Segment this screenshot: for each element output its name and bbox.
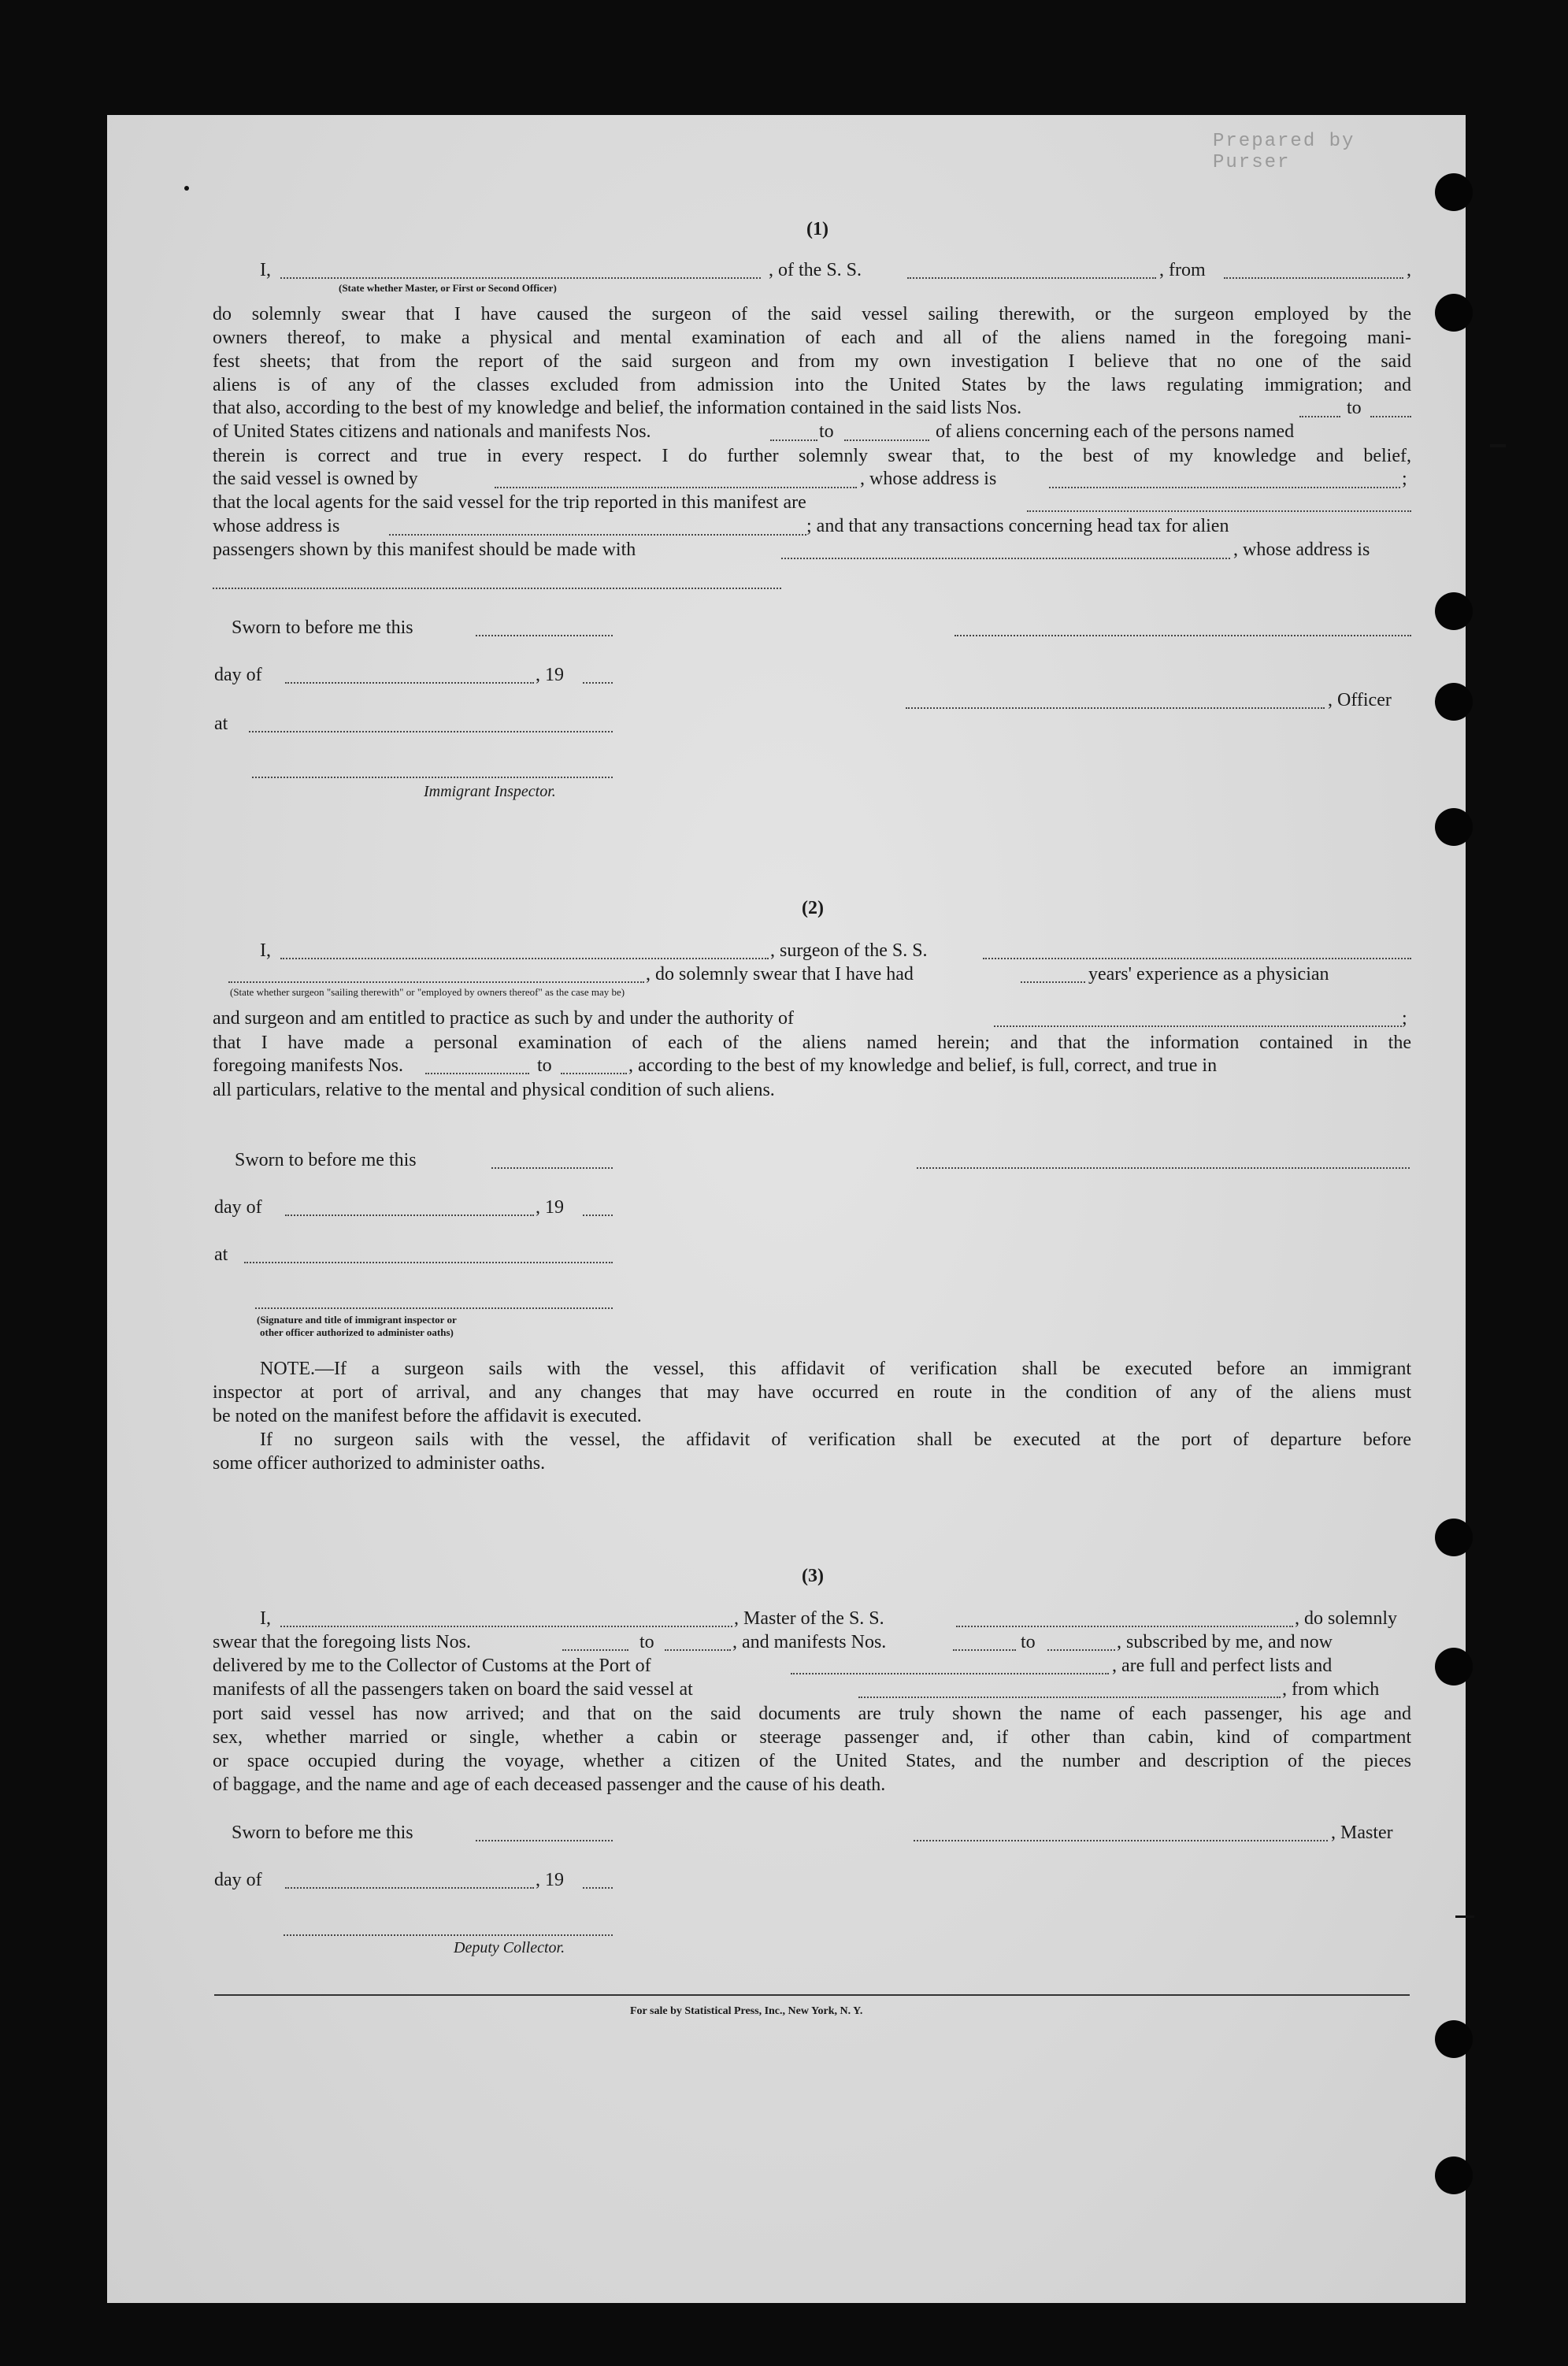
s1-text-6b: to bbox=[819, 421, 834, 442]
s1-text-4: aliens is of any of the classes excluded from admission into the United States by the laws regulating immigration; and bbox=[213, 375, 1411, 395]
s1-agents-blank[interactable] bbox=[1027, 510, 1411, 512]
s1-manifest-to-blank[interactable] bbox=[844, 439, 929, 441]
s3-text-2a: swear that the foregoing lists Nos. bbox=[213, 1632, 471, 1652]
s1-text-6a: of United States citizens and nationals and manifests Nos. bbox=[213, 421, 651, 442]
s1-year: , 19 bbox=[536, 665, 564, 685]
s1-from: , from bbox=[1159, 260, 1206, 280]
s1-i: I, bbox=[260, 260, 271, 280]
s2-manifest-to-blank[interactable] bbox=[561, 1073, 627, 1074]
s3-sworn: Sworn to before me this bbox=[232, 1823, 413, 1843]
s2-day-of: day of bbox=[214, 1197, 262, 1218]
s1-lists-to-blank[interactable] bbox=[1370, 416, 1411, 417]
s1-sworn: Sworn to before me this bbox=[232, 617, 413, 638]
s1-agent-address-blank[interactable] bbox=[389, 534, 806, 536]
s3-text-2b: to bbox=[639, 1632, 654, 1652]
s2-at-blank[interactable] bbox=[244, 1262, 613, 1263]
punch-hole bbox=[1435, 173, 1473, 211]
s1-sworn-blank[interactable] bbox=[476, 635, 613, 636]
s3-master-label: , Master bbox=[1331, 1823, 1393, 1843]
s2-surgeon-signature[interactable] bbox=[917, 1167, 1410, 1169]
s3-name-blank[interactable] bbox=[280, 1626, 732, 1627]
s2-i: I, bbox=[260, 940, 271, 961]
s2-note-2: inspector at port of arrival, and any changes that may have occurred en route in the condition of any of the aliens must bbox=[213, 1382, 1411, 1403]
s1-text-7: therein is correct and true in every respect. I do further solemnly swear that, to the best of my knowledge and belief, bbox=[213, 446, 1411, 466]
manifest-page bbox=[107, 115, 1466, 2303]
s3-text-2c: , and manifests Nos. bbox=[732, 1632, 887, 1652]
punch-hole bbox=[1435, 1648, 1473, 1685]
s2-at: at bbox=[214, 1244, 228, 1265]
s1-headtax-blank[interactable] bbox=[781, 558, 1230, 559]
punch-hole bbox=[1435, 592, 1473, 630]
s2-surgeon: , surgeon of the S. S. bbox=[770, 940, 928, 961]
s1-owner-blank[interactable] bbox=[495, 487, 857, 488]
section-1-number: (1) bbox=[806, 219, 828, 239]
s1-inspector-signature[interactable] bbox=[252, 777, 613, 778]
s1-manifest-from-blank[interactable] bbox=[770, 439, 817, 441]
s2-authority-blank[interactable] bbox=[994, 1025, 1402, 1027]
s2-text-3b: to bbox=[537, 1055, 552, 1076]
edge-mark bbox=[1490, 444, 1506, 447]
s2-manifest-from-blank[interactable] bbox=[425, 1073, 529, 1074]
s1-at: at bbox=[214, 714, 228, 734]
s2-vessel-blank[interactable] bbox=[983, 958, 1411, 959]
s2-text-3c: , according to the best of my knowledge and belief, is full, correct, and true in bbox=[628, 1055, 1218, 1076]
s1-text-11b: , whose address is bbox=[1233, 540, 1370, 560]
s1-text-10a: whose address is bbox=[213, 516, 340, 536]
s3-vessel-blank[interactable] bbox=[956, 1626, 1293, 1627]
s1-comma: , bbox=[1407, 260, 1411, 280]
punch-hole bbox=[1435, 1519, 1473, 1556]
s3-text-2d: to bbox=[1021, 1632, 1036, 1652]
faded-header-stamp: Prepared by Purser bbox=[1213, 131, 1355, 173]
s2-caption: (State whether surgeon "sailing therewith" or "employed by owners thereof" as the case may be) bbox=[230, 986, 625, 998]
s1-text-5a: that also, according to the best of my knowledge and belief, the information contained in the said lists Nos. bbox=[213, 398, 1022, 418]
s2-note-3: be noted on the manifest before the affidavit is executed. bbox=[213, 1406, 642, 1426]
s2-text-1b: ; bbox=[1402, 1008, 1407, 1029]
s1-day-of: day of bbox=[214, 665, 262, 685]
s1-inspector-caption: Immigrant Inspector. bbox=[424, 783, 556, 800]
s1-lists-from-blank[interactable] bbox=[1299, 416, 1340, 417]
s1-text-8c: ; bbox=[1402, 469, 1407, 489]
s3-text-6: sex, whether married or single, whether a cabin or steerage passenger and, if other than cabin, kind of compartment bbox=[213, 1727, 1411, 1748]
footer-rule bbox=[214, 1994, 1410, 1996]
s1-year-blank[interactable] bbox=[583, 682, 613, 684]
s1-vessel-blank[interactable] bbox=[907, 277, 1156, 279]
s2-note-5: some officer authorized to administer oaths. bbox=[213, 1453, 546, 1474]
punch-hole bbox=[1435, 2020, 1473, 2058]
s2-note-1: NOTE.—If a surgeon sails with the vessel, this affidavit of verification shall be executed before an immigrant bbox=[260, 1359, 1411, 1379]
s3-year: , 19 bbox=[536, 1870, 564, 1890]
s3-text-8: of baggage, and the name and age of each deceased passenger and the cause of his death. bbox=[213, 1775, 886, 1795]
s1-owner-address-blank[interactable] bbox=[1049, 487, 1400, 488]
s1-day-blank[interactable] bbox=[285, 682, 534, 684]
s1-officer-label: , Officer bbox=[1328, 690, 1392, 710]
s1-headtax-address-blank[interactable] bbox=[213, 588, 781, 589]
s3-text-4a: manifests of all the passengers taken on board the said vessel at bbox=[213, 1679, 693, 1700]
s1-text-1: do solemnly swear that I have caused the surgeon of the said vessel sailing therewith, or the surgeon employed by the bbox=[213, 304, 1411, 324]
s1-officer-signature[interactable] bbox=[906, 707, 1325, 709]
s3-manifest-from-blank[interactable] bbox=[953, 1649, 1016, 1651]
s3-origin-blank[interactable] bbox=[858, 1697, 1281, 1698]
s2-years-blank[interactable] bbox=[1021, 981, 1085, 983]
s1-text-8b: , whose address is bbox=[860, 469, 997, 489]
s1-text-9: that the local agents for the said vessel for the trip reported in this manifest are bbox=[213, 492, 806, 513]
s3-lists-to-blank[interactable] bbox=[665, 1649, 731, 1651]
s2-day-blank[interactable] bbox=[285, 1215, 534, 1216]
s3-text-7: or space occupied during the voyage, whether a citizen of the United States, and the number and description of the pieces bbox=[213, 1751, 1411, 1771]
s2-sworn-blank[interactable] bbox=[491, 1167, 613, 1169]
s3-text-3a: delivered by me to the Collector of Customs at the Port of bbox=[213, 1656, 651, 1676]
s2-name-blank[interactable] bbox=[280, 958, 769, 959]
s3-swear: , do solemnly bbox=[1295, 1608, 1397, 1629]
s3-i: I, bbox=[260, 1608, 271, 1629]
s3-text-3b: , are full and perfect lists and bbox=[1112, 1656, 1333, 1676]
s3-deputy-signature[interactable] bbox=[284, 1934, 613, 1936]
s1-text-11a: passengers shown by this manifest should be made with bbox=[213, 540, 636, 560]
section-3-number: (3) bbox=[802, 1566, 824, 1586]
s2-text-4: all particulars, relative to the mental and physical condition of such aliens. bbox=[213, 1080, 775, 1100]
s3-text-2e: , subscribed by me, and now bbox=[1117, 1632, 1333, 1652]
s3-day-blank[interactable] bbox=[285, 1887, 534, 1889]
s3-year-blank[interactable] bbox=[583, 1887, 613, 1889]
s2-text-3a: foregoing manifests Nos. bbox=[213, 1055, 403, 1076]
s1-of-ss: , of the S. S. bbox=[769, 260, 862, 280]
s3-lists-from-blank[interactable] bbox=[562, 1649, 628, 1651]
s3-master-signature[interactable] bbox=[914, 1840, 1328, 1841]
s2-years: years' experience as a physician bbox=[1088, 964, 1329, 985]
s1-at-blank[interactable] bbox=[249, 731, 613, 732]
s3-port-blank[interactable] bbox=[791, 1673, 1109, 1674]
edge-mark bbox=[1455, 1915, 1474, 1918]
s2-note-4: If no surgeon sails with the vessel, the affidavit of verification shall be executed at the port of departure before bbox=[260, 1430, 1411, 1450]
punch-hole bbox=[1435, 683, 1473, 721]
s3-sworn-blank[interactable] bbox=[476, 1840, 613, 1841]
s2-surgeon-type-blank[interactable] bbox=[228, 981, 644, 983]
s2-sworn: Sworn to before me this bbox=[235, 1150, 417, 1170]
s1-text-6c: of aliens concerning each of the persons named bbox=[936, 421, 1295, 442]
s1-port-blank[interactable] bbox=[1224, 277, 1403, 279]
punch-hole bbox=[1435, 294, 1473, 332]
s1-text-10b: ; and that any transactions concerning head tax for alien bbox=[806, 516, 1229, 536]
s1-text-2: owners thereof, to make a physical and mental examination of each and all of the aliens named in the foregoing mani- bbox=[213, 328, 1411, 348]
section-2-number: (2) bbox=[802, 898, 824, 918]
s2-swear: , do solemnly swear that I have had bbox=[646, 964, 914, 985]
s3-day-of: day of bbox=[214, 1870, 262, 1890]
s3-deputy-caption: Deputy Collector. bbox=[454, 1939, 565, 1956]
s2-text-2: that I have made a personal examination of each of the aliens named herein; and that the information contained in the bbox=[213, 1033, 1411, 1053]
footer-printer: For sale by Statistical Press, Inc., New York, N. Y. bbox=[630, 2005, 863, 2017]
s2-year-blank[interactable] bbox=[583, 1215, 613, 1216]
s2-inspector-signature[interactable] bbox=[255, 1307, 613, 1309]
punch-hole bbox=[1435, 808, 1473, 846]
s1-text-5b: to bbox=[1347, 398, 1362, 418]
s1-caption: (State whether Master, or First or Second Officer) bbox=[339, 282, 557, 294]
s3-manifest-to-blank[interactable] bbox=[1047, 1649, 1115, 1651]
s2-sig-caption-2: other officer authorized to administer oaths) bbox=[260, 1326, 454, 1338]
s3-text-5: port said vessel has now arrived; and that on the said documents are truly shown the name of each passenger, his age and bbox=[213, 1704, 1411, 1724]
edge-mark bbox=[184, 186, 189, 191]
s1-text-3: fest sheets; that from the report of the said surgeon and from my own investigation I believe that no one of the said bbox=[213, 351, 1411, 372]
s2-year: , 19 bbox=[536, 1197, 564, 1218]
s1-officer-name-blank[interactable] bbox=[955, 635, 1411, 636]
s3-text-4b: , from which bbox=[1282, 1679, 1380, 1700]
punch-hole bbox=[1435, 2156, 1473, 2194]
s1-officer-blank[interactable] bbox=[280, 277, 761, 279]
s1-text-8a: the said vessel is owned by bbox=[213, 469, 418, 489]
s2-sig-caption-1: (Signature and title of immigrant inspector or bbox=[257, 1314, 457, 1326]
s2-text-1a: and surgeon and am entitled to practice as such by and under the authority of bbox=[213, 1008, 794, 1029]
s3-master-of: , Master of the S. S. bbox=[734, 1608, 884, 1629]
